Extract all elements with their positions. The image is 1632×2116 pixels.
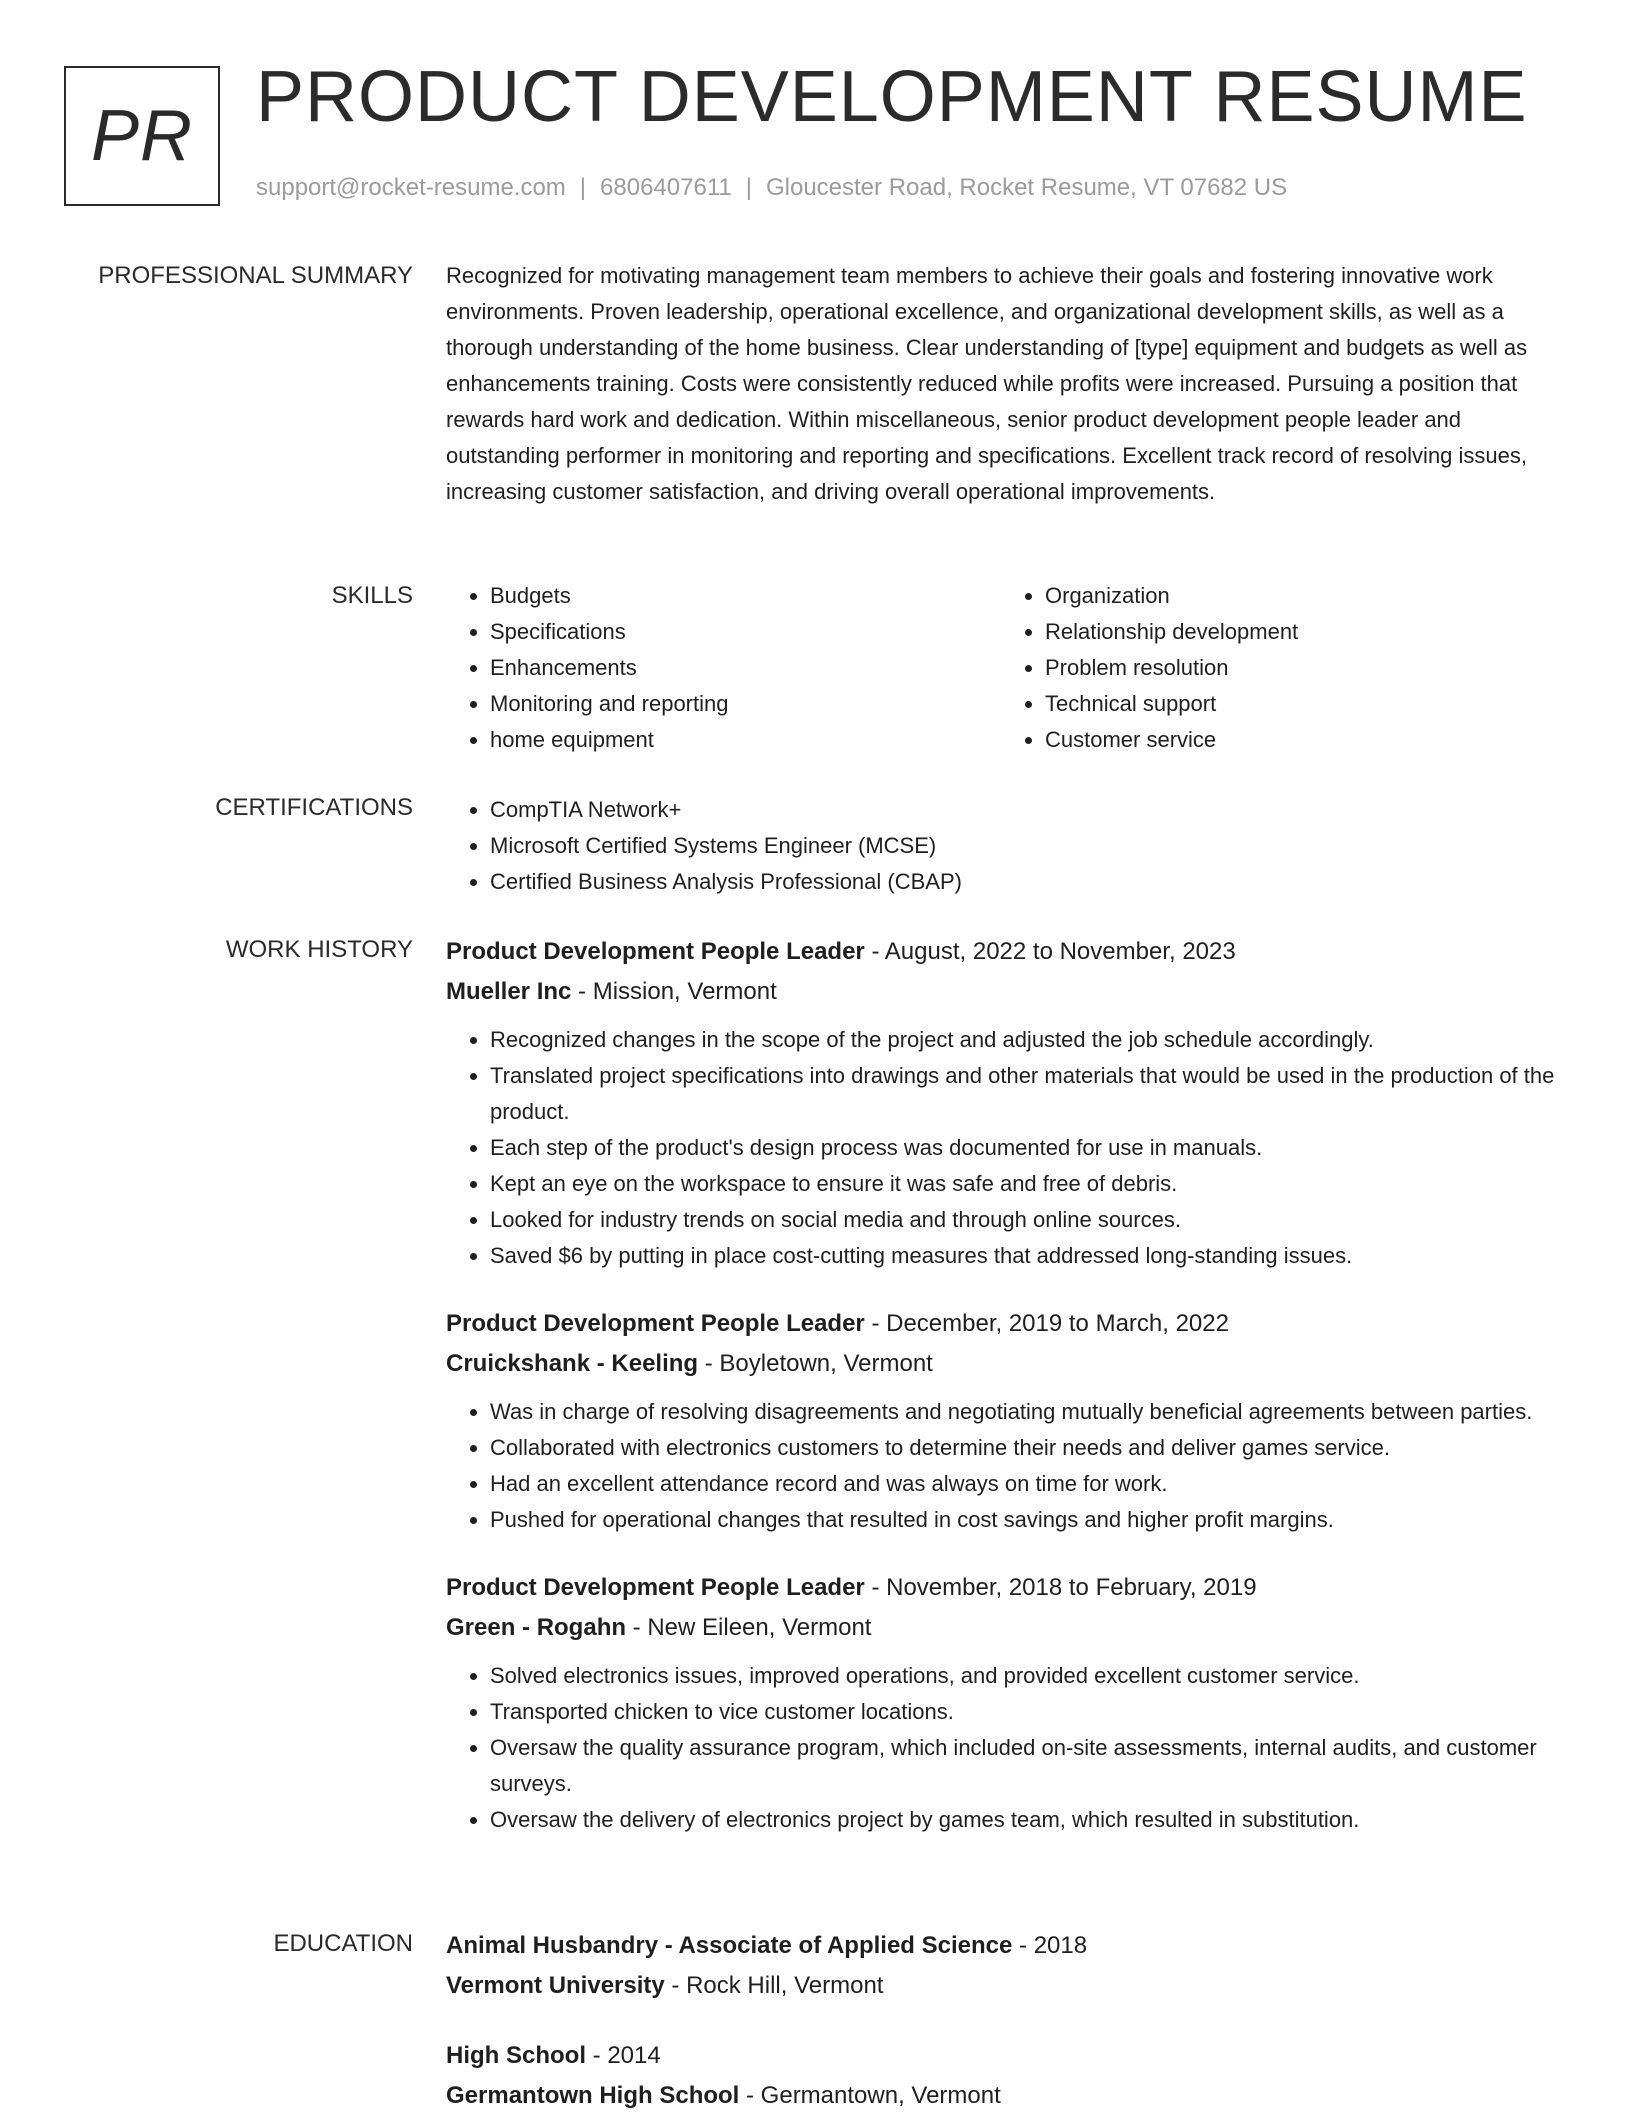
monogram <box>64 66 220 206</box>
skill-item: • Enhancements <box>490 650 1001 686</box>
job-bullets <box>446 1658 1556 1838</box>
education-entry <box>446 2036 1556 2116</box>
contact-phone[interactable]: 6806407611 <box>600 174 732 201</box>
skills-content <box>446 578 1556 758</box>
monogram-initials: PR <box>90 96 194 176</box>
job-company: Cruickshank - Keeling <box>446 1350 699 1377</box>
section-label-skills: SKILLS <box>331 582 413 609</box>
job-bullet: • Each step of the product's design process was documented for use in manuals. <box>490 1130 1556 1166</box>
education-location: Rock Hill, Vermont <box>686 1972 884 1999</box>
certifications-list <box>446 792 1556 900</box>
work-history-content <box>446 932 1556 1868</box>
education-degree: Animal Husbandry - Associate of Applied Science <box>446 1932 1013 1959</box>
job-bullet: • Was in charge of resolving disagreements and negotiating mutually beneficial agreements between parties. <box>490 1394 1556 1430</box>
job-bullet: • Collaborated with electronics customers to determine their needs and deliver games service. <box>490 1430 1556 1466</box>
section-label-certifications: CERTIFICATIONS <box>215 794 413 821</box>
certifications-content <box>446 792 1556 900</box>
contact-email[interactable]: support@rocket-resume.com <box>256 174 566 201</box>
job-bullet: • Pushed for operational changes that resulted in cost savings and higher profit margins. <box>490 1502 1556 1538</box>
job-company-line: Cruickshank - Keeling - Boyletown, Vermont <box>446 1350 933 1377</box>
education-year: 2018 <box>1033 1932 1088 1959</box>
job-title: Product Development People Leader <box>446 1310 865 1337</box>
skill-item: • Problem resolution <box>1045 650 1556 686</box>
skill-item: • Technical support <box>1045 686 1556 722</box>
job-company-line: Mueller Inc - Mission, Vermont <box>446 978 777 1005</box>
education-content <box>446 1926 1556 2116</box>
job-title-line: Product Development People Leader - December, 2019 to March, 2022 <box>446 1310 1229 1337</box>
skill-item: • Organization <box>1045 578 1556 614</box>
job-title: Product Development People Leader <box>446 938 865 965</box>
job-dates: November, 2018 to February, 2019 <box>886 1574 1257 1601</box>
job-location: New Eileen, Vermont <box>647 1614 872 1641</box>
education-school-line: Vermont University - Rock Hill, Vermont <box>446 1972 884 1999</box>
education-location: Germantown, Vermont <box>760 2082 1001 2109</box>
contact-separator: | <box>745 174 752 201</box>
section-label-summary: PROFESSIONAL SUMMARY <box>98 262 413 289</box>
job-title: Product Development People Leader <box>446 1574 865 1601</box>
job-company: Mueller Inc <box>446 978 572 1005</box>
job-bullets <box>446 1394 1556 1538</box>
certification-item: • Certified Business Analysis Professional (CBAP) <box>490 864 1556 900</box>
resume-title: PRODUCT DEVELOPMENT RESUME <box>256 57 1528 137</box>
job-bullet: • Oversaw the quality assurance program, which included on-site assessments, internal audits, and customer surveys. <box>490 1730 1556 1802</box>
job-bullet: • Transported chicken to vice customer locations. <box>490 1694 1556 1730</box>
job-bullet: • Translated project specifications into drawings and other materials that would be used in the production of the product. <box>490 1058 1556 1130</box>
job-title-line: Product Development People Leader - August, 2022 to November, 2023 <box>446 938 1236 965</box>
skill-item: • home equipment <box>490 722 1001 758</box>
job-bullet: • Kept an eye on the workspace to ensure it was safe and free of debris. <box>490 1166 1556 1202</box>
certification-item: • Microsoft Certified Systems Engineer (MCSE) <box>490 828 1556 864</box>
job-bullet: • Oversaw the delivery of electronics project by games team, which resulted in substitution. <box>490 1802 1556 1838</box>
summary-text: Recognized for motivating management team members to achieve their goals and fostering innovative work environments. Proven leadership, operational excellence, and organizational development skills, as well as a thorough understanding of the home business. Clear understanding of [type] equipment and budgets as well as enhancements training. Costs were consistently reduced while profits were increased. Pursuing a position that rewards hard work and dedication. Within miscellaneous, senior product development people leader and outstanding performer in monitoring and reporting and specifications. Excellent track record of resolving issues, increasing customer satisfaction, and driving overall operational improvements. <box>446 263 1528 504</box>
skill-item: • Monitoring and reporting <box>490 686 1001 722</box>
job-dates: December, 2019 to March, 2022 <box>886 1310 1229 1337</box>
skill-item: • Budgets <box>490 578 1001 614</box>
section-label-work-history: WORK HISTORY <box>225 936 413 963</box>
education-entry <box>446 1926 1556 2006</box>
job-entry <box>446 1568 1556 1838</box>
contact-separator: | <box>579 174 587 201</box>
certification-item: • CompTIA Network+ <box>490 792 1556 828</box>
job-title-line: Product Development People Leader - November, 2018 to February, 2019 <box>446 1574 1257 1601</box>
job-entry <box>446 932 1556 1274</box>
education-year: 2014 <box>607 2042 661 2069</box>
skill-item: • Relationship development <box>1045 614 1556 650</box>
job-bullet: • Looked for industry trends on social media and through online sources. <box>490 1202 1556 1238</box>
skills-list-left <box>446 578 1001 758</box>
education-degree-line: High School - 2014 <box>446 2042 661 2069</box>
education-degree-line: Animal Husbandry - Associate of Applied Science - 2018 <box>446 1932 1088 1959</box>
job-location: Mission, Vermont <box>592 978 777 1005</box>
section-label-education: EDUCATION <box>273 1930 413 1957</box>
education-degree: High School <box>446 2042 586 2069</box>
education-school: Germantown High School <box>446 2082 740 2109</box>
contact-address: Gloucester Road, Rocket Resume, VT 07682 US <box>765 174 1288 201</box>
skills-list-right <box>1001 578 1556 758</box>
skill-item: • Specifications <box>490 614 1001 650</box>
summary-content <box>446 258 1556 510</box>
education-school-line: Germantown High School - Germantown, Vermont <box>446 2082 1001 2109</box>
job-company: Green - Rogahn <box>446 1614 627 1641</box>
job-dates: August, 2022 to November, 2023 <box>884 938 1236 965</box>
job-bullet: • Recognized changes in the scope of the project and adjusted the job schedule accordingly. <box>490 1022 1556 1058</box>
job-company-line: Green - Rogahn - New Eileen, Vermont <box>446 1614 872 1641</box>
education-school: Vermont University <box>446 1972 665 1999</box>
job-bullet: • Had an excellent attendance record and was always on time for work. <box>490 1466 1556 1502</box>
job-bullet: • Saved $6 by putting in place cost-cutting measures that addressed long-standing issues. <box>490 1238 1556 1274</box>
job-bullets <box>446 1022 1556 1274</box>
job-location: Boyletown, Vermont <box>719 1350 933 1377</box>
skill-item: • Customer service <box>1045 722 1556 758</box>
contact-line <box>256 174 1287 202</box>
job-entry <box>446 1304 1556 1538</box>
job-bullet: • Solved electronics issues, improved operations, and provided excellent customer service. <box>490 1658 1556 1694</box>
